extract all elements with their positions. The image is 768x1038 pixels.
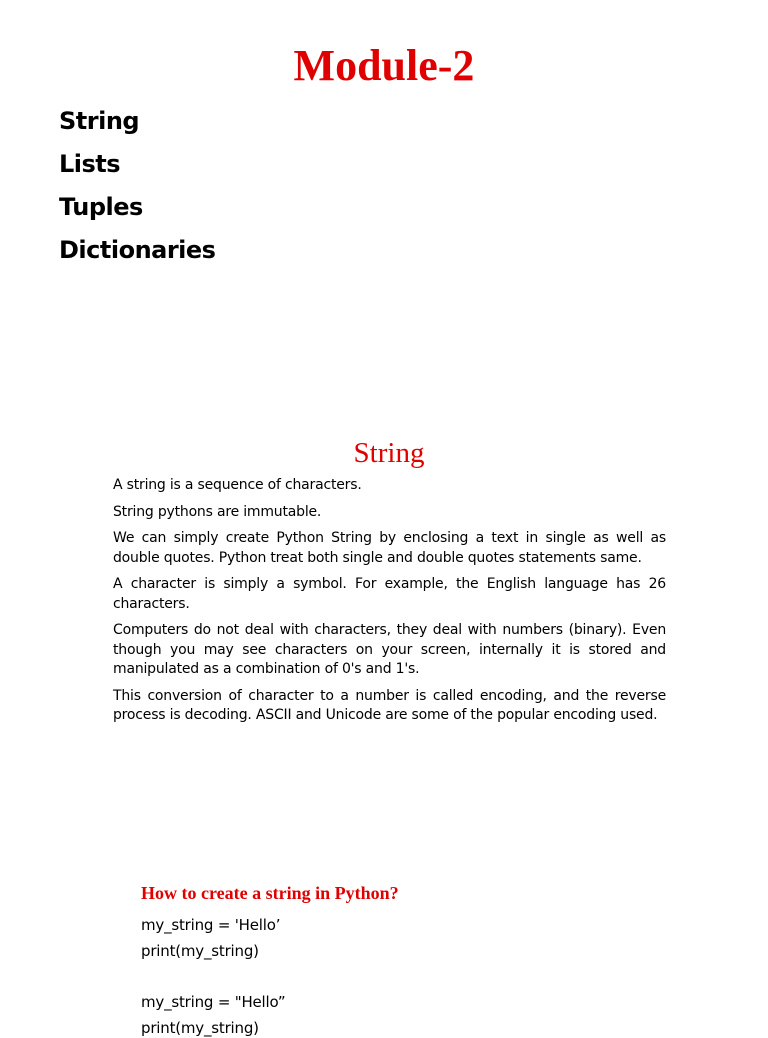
paragraph: A character is simply a symbol. For example, the English language has 26 characters.	[113, 576, 666, 612]
paragraph: This conversion of character to a number is called encoding, and the reverse process is decoding. ASCII and Unicode are some of the popular encoding used.	[113, 687, 666, 723]
section-body	[113, 476, 666, 733]
module-title: Module-2	[293, 41, 475, 90]
code-line: print(my_string)	[141, 1019, 259, 1037]
topic-item: String	[59, 107, 140, 135]
code-line: my_string = 'Hello’	[141, 916, 281, 934]
paragraph: String pythons are immutable.	[113, 503, 322, 520]
topic-item: Dictionaries	[59, 236, 216, 264]
paragraph: Computers do not deal with characters, they deal with numbers (binary). Even though you may see characters on your screen, internally it is stored and manipulated as a combination of 0's and 1's.	[113, 622, 666, 677]
howto-heading: How to create a string in Python?	[141, 883, 399, 903]
paragraph: A string is a sequence of characters.	[113, 477, 362, 493]
topic-list	[59, 100, 215, 272]
section-heading: String	[353, 437, 425, 469]
code-line: print(my_string)	[141, 942, 259, 960]
topic-item: Lists	[59, 150, 121, 178]
code-line: my_string = "Hello”	[141, 993, 286, 1011]
paragraph: We can simply create Python String by enclosing a text in single as well as double quotes. Python treat both single and double quotes statements same.	[113, 530, 666, 566]
topic-item: Tuples	[59, 193, 143, 221]
